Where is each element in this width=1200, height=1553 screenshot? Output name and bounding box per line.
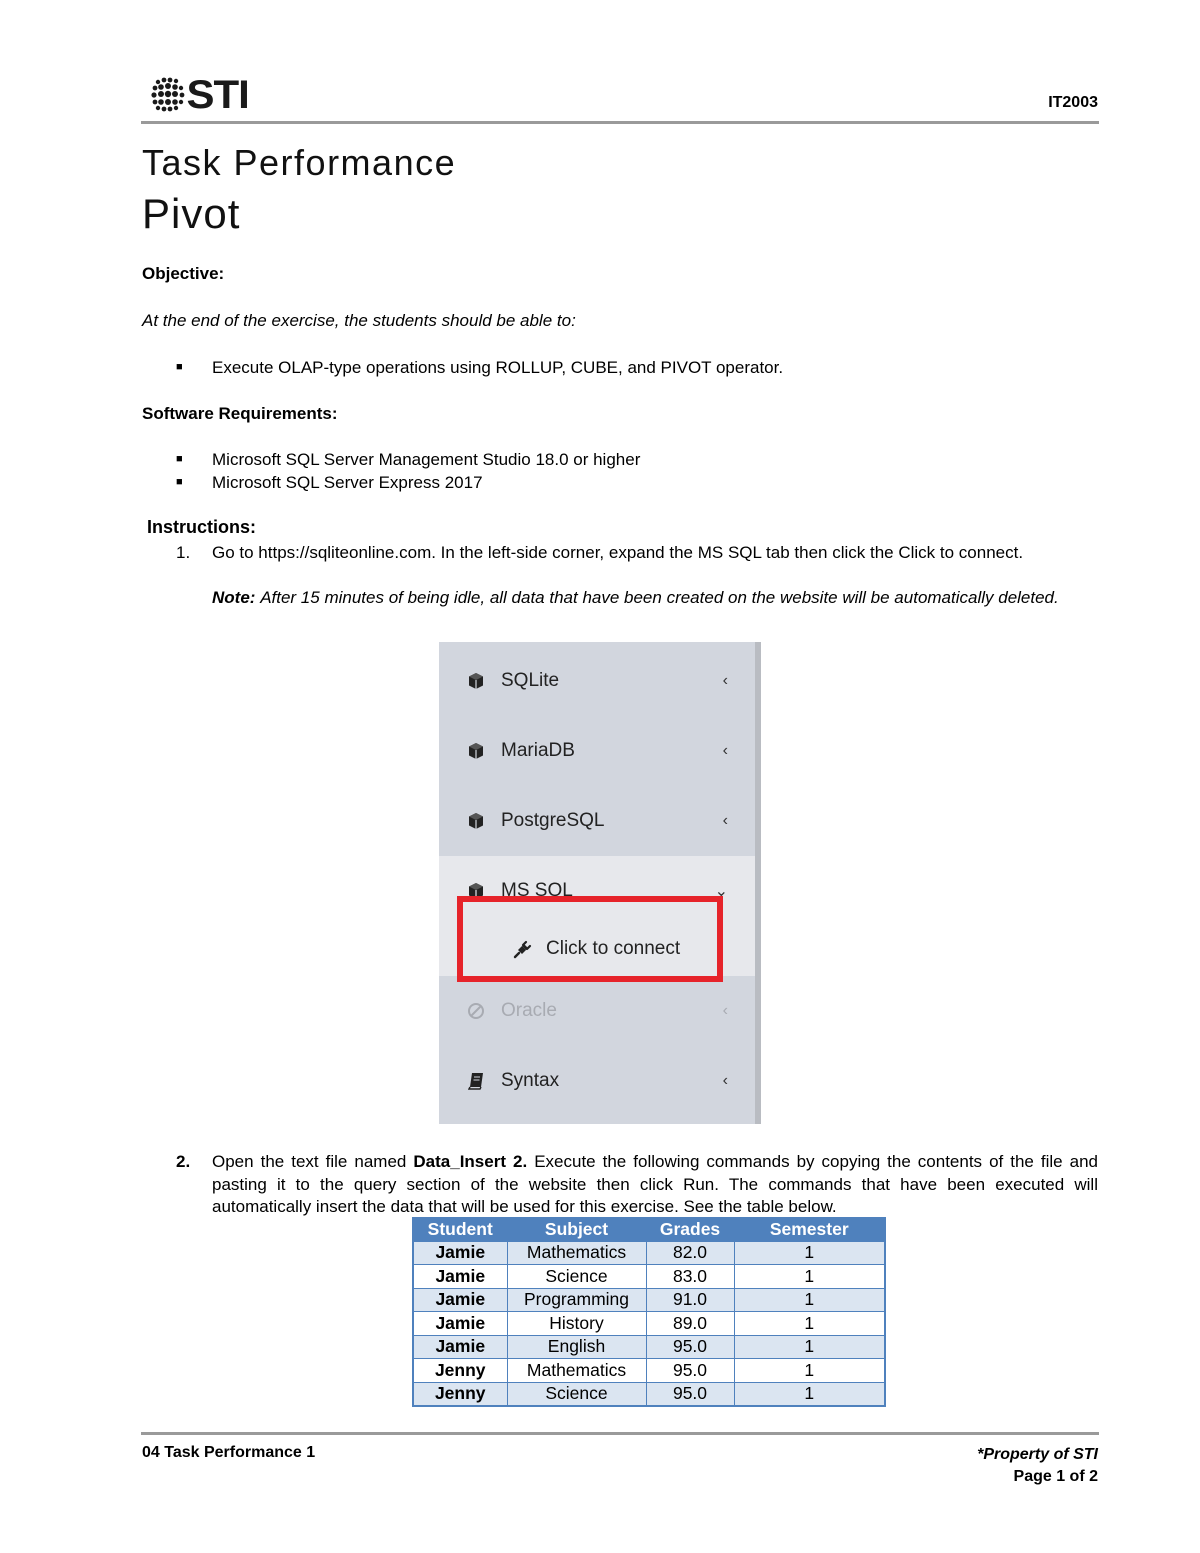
sidebar-item-label: SQLite <box>501 670 560 691</box>
sidebar-item-label: Oracle <box>501 1000 557 1021</box>
cube-icon <box>466 741 486 761</box>
cell-subject: Science <box>507 1265 646 1289</box>
bullet-icon: ■ <box>176 361 183 373</box>
cube-icon <box>466 811 486 831</box>
course-code: IT2003 <box>1048 94 1098 111</box>
cell-subject: Programming <box>507 1288 646 1312</box>
step-number: 2. <box>176 1152 191 1171</box>
cell-grade: 95.0 <box>646 1382 734 1406</box>
chevron-left-icon: ‹ <box>722 1072 728 1089</box>
page-title: Task Performance <box>142 142 457 183</box>
step-number: 1. <box>176 543 191 562</box>
objective-heading: Objective: <box>142 264 225 283</box>
step1-text: Go to https://sqliteonline.com. In the left-side corner, expand the MS SQL tab then click the Click to connect. <box>212 543 1024 562</box>
cube-icon <box>466 671 486 691</box>
cell-student: Jamie <box>413 1335 507 1359</box>
cell-semester: 1 <box>734 1359 885 1383</box>
table-row <box>413 1359 885 1383</box>
cell-grade: 82.0 <box>646 1241 734 1265</box>
logo-text: STI <box>186 73 249 117</box>
software-item: Microsoft SQL Server Management Studio 18.0 or higher <box>212 450 641 469</box>
click-to-connect-label: Click to connect <box>546 938 681 959</box>
grades-table <box>412 1217 886 1407</box>
cell-student: Jenny <box>413 1382 507 1406</box>
table-row <box>413 1265 885 1289</box>
cell-grade: 95.0 <box>646 1359 734 1383</box>
sidebar-item-postgresql[interactable] <box>439 786 755 856</box>
bullet-icon: ■ <box>176 476 183 488</box>
step2-text-after: Execute the following commands by copying the contents of the file and pasting it to the query section of the website then click Run. The commands that have been executed will automatically insert the data that will be used for this exercise. See the table below. <box>212 1152 1099 1216</box>
column-header-student: Student <box>413 1218 507 1241</box>
table-row <box>413 1382 885 1406</box>
data-insert-filename: Data_Insert 2. <box>413 1152 528 1171</box>
cell-grade: 91.0 <box>646 1288 734 1312</box>
header-rule <box>141 121 1099 124</box>
cell-student: Jenny <box>413 1359 507 1383</box>
cell-grade: 89.0 <box>646 1312 734 1336</box>
column-header-grades: Grades <box>646 1218 734 1241</box>
chevron-down-icon: ⌄ <box>714 883 728 900</box>
footer-rule <box>141 1432 1099 1435</box>
table-row <box>413 1241 885 1265</box>
cell-student: Jamie <box>413 1241 507 1265</box>
objective-intro: At the end of the exercise, the students should be able to: <box>142 311 576 330</box>
property-notice: *Property of STI <box>977 1446 1098 1463</box>
sidebar-item-label: MariaDB <box>501 740 575 761</box>
table-header-row <box>413 1218 885 1241</box>
software-item: Microsoft SQL Server Express 2017 <box>212 473 483 492</box>
step1-note <box>212 587 1098 610</box>
software-heading: Software Requirements: <box>142 404 338 423</box>
sidebar-screenshot <box>439 642 761 1124</box>
step2-text <box>212 1151 1098 1219</box>
cell-semester: 1 <box>734 1265 885 1289</box>
cell-student: Jamie <box>413 1265 507 1289</box>
page-subtitle: Pivot <box>142 190 241 237</box>
cell-subject: Mathematics <box>507 1359 646 1383</box>
objective-item: Execute OLAP-type operations using ROLLUP, CUBE, and PIVOT operator. <box>212 358 784 377</box>
chevron-left-icon: ‹ <box>722 812 728 829</box>
sidebar-item-oracle[interactable] <box>439 976 755 1046</box>
sti-logo-icon <box>150 76 190 114</box>
cell-subject: Science <box>507 1382 646 1406</box>
sidebar-item-label: MS SQL <box>501 880 573 901</box>
chevron-left-icon: ‹ <box>722 672 728 689</box>
cell-subject: Mathematics <box>507 1241 646 1265</box>
highlight-box <box>457 896 723 982</box>
cell-semester: 1 <box>734 1288 885 1312</box>
sidebar-item-mariadb[interactable] <box>439 716 755 786</box>
cell-semester: 1 <box>734 1382 885 1406</box>
column-header-semester: Semester <box>734 1218 885 1241</box>
footer-doc-title: 04 Task Performance 1 <box>142 1444 316 1461</box>
step2-text-before: Open the text file named <box>212 1152 414 1171</box>
table-row <box>413 1312 885 1336</box>
table-row <box>413 1288 885 1312</box>
bullet-icon: ■ <box>176 453 183 465</box>
ban-icon <box>466 1001 486 1021</box>
note-text: After 15 minutes of being idle, all data that have been created on the website will be automatically deleted. <box>260 588 1059 607</box>
table-row <box>413 1335 885 1359</box>
footer-right <box>977 1444 1098 1488</box>
scrollbar <box>755 642 761 1124</box>
chevron-left-icon: ‹ <box>722 1002 728 1019</box>
page-number: Page 1 of 2 <box>1013 1468 1098 1485</box>
cell-semester: 1 <box>734 1335 885 1359</box>
column-header-subject: Subject <box>507 1218 646 1241</box>
sidebar-item-sqlite[interactable] <box>439 646 755 716</box>
instructions-heading: Instructions: <box>147 517 257 537</box>
sidebar-item-label: Syntax <box>501 1070 560 1091</box>
cell-subject: History <box>507 1312 646 1336</box>
cell-grade: 83.0 <box>646 1265 734 1289</box>
cell-student: Jamie <box>413 1288 507 1312</box>
cell-subject: English <box>507 1335 646 1359</box>
note-label: Note: <box>212 588 256 607</box>
sidebar-item-label: PostgreSQL <box>501 810 605 831</box>
sti-logo <box>150 73 249 117</box>
chevron-left-icon: ‹ <box>722 742 728 759</box>
cell-semester: 1 <box>734 1312 885 1336</box>
cell-grade: 95.0 <box>646 1335 734 1359</box>
sidebar-item-syntax[interactable] <box>439 1046 755 1116</box>
cell-semester: 1 <box>734 1241 885 1265</box>
cell-student: Jamie <box>413 1312 507 1336</box>
book-icon <box>466 1071 486 1091</box>
